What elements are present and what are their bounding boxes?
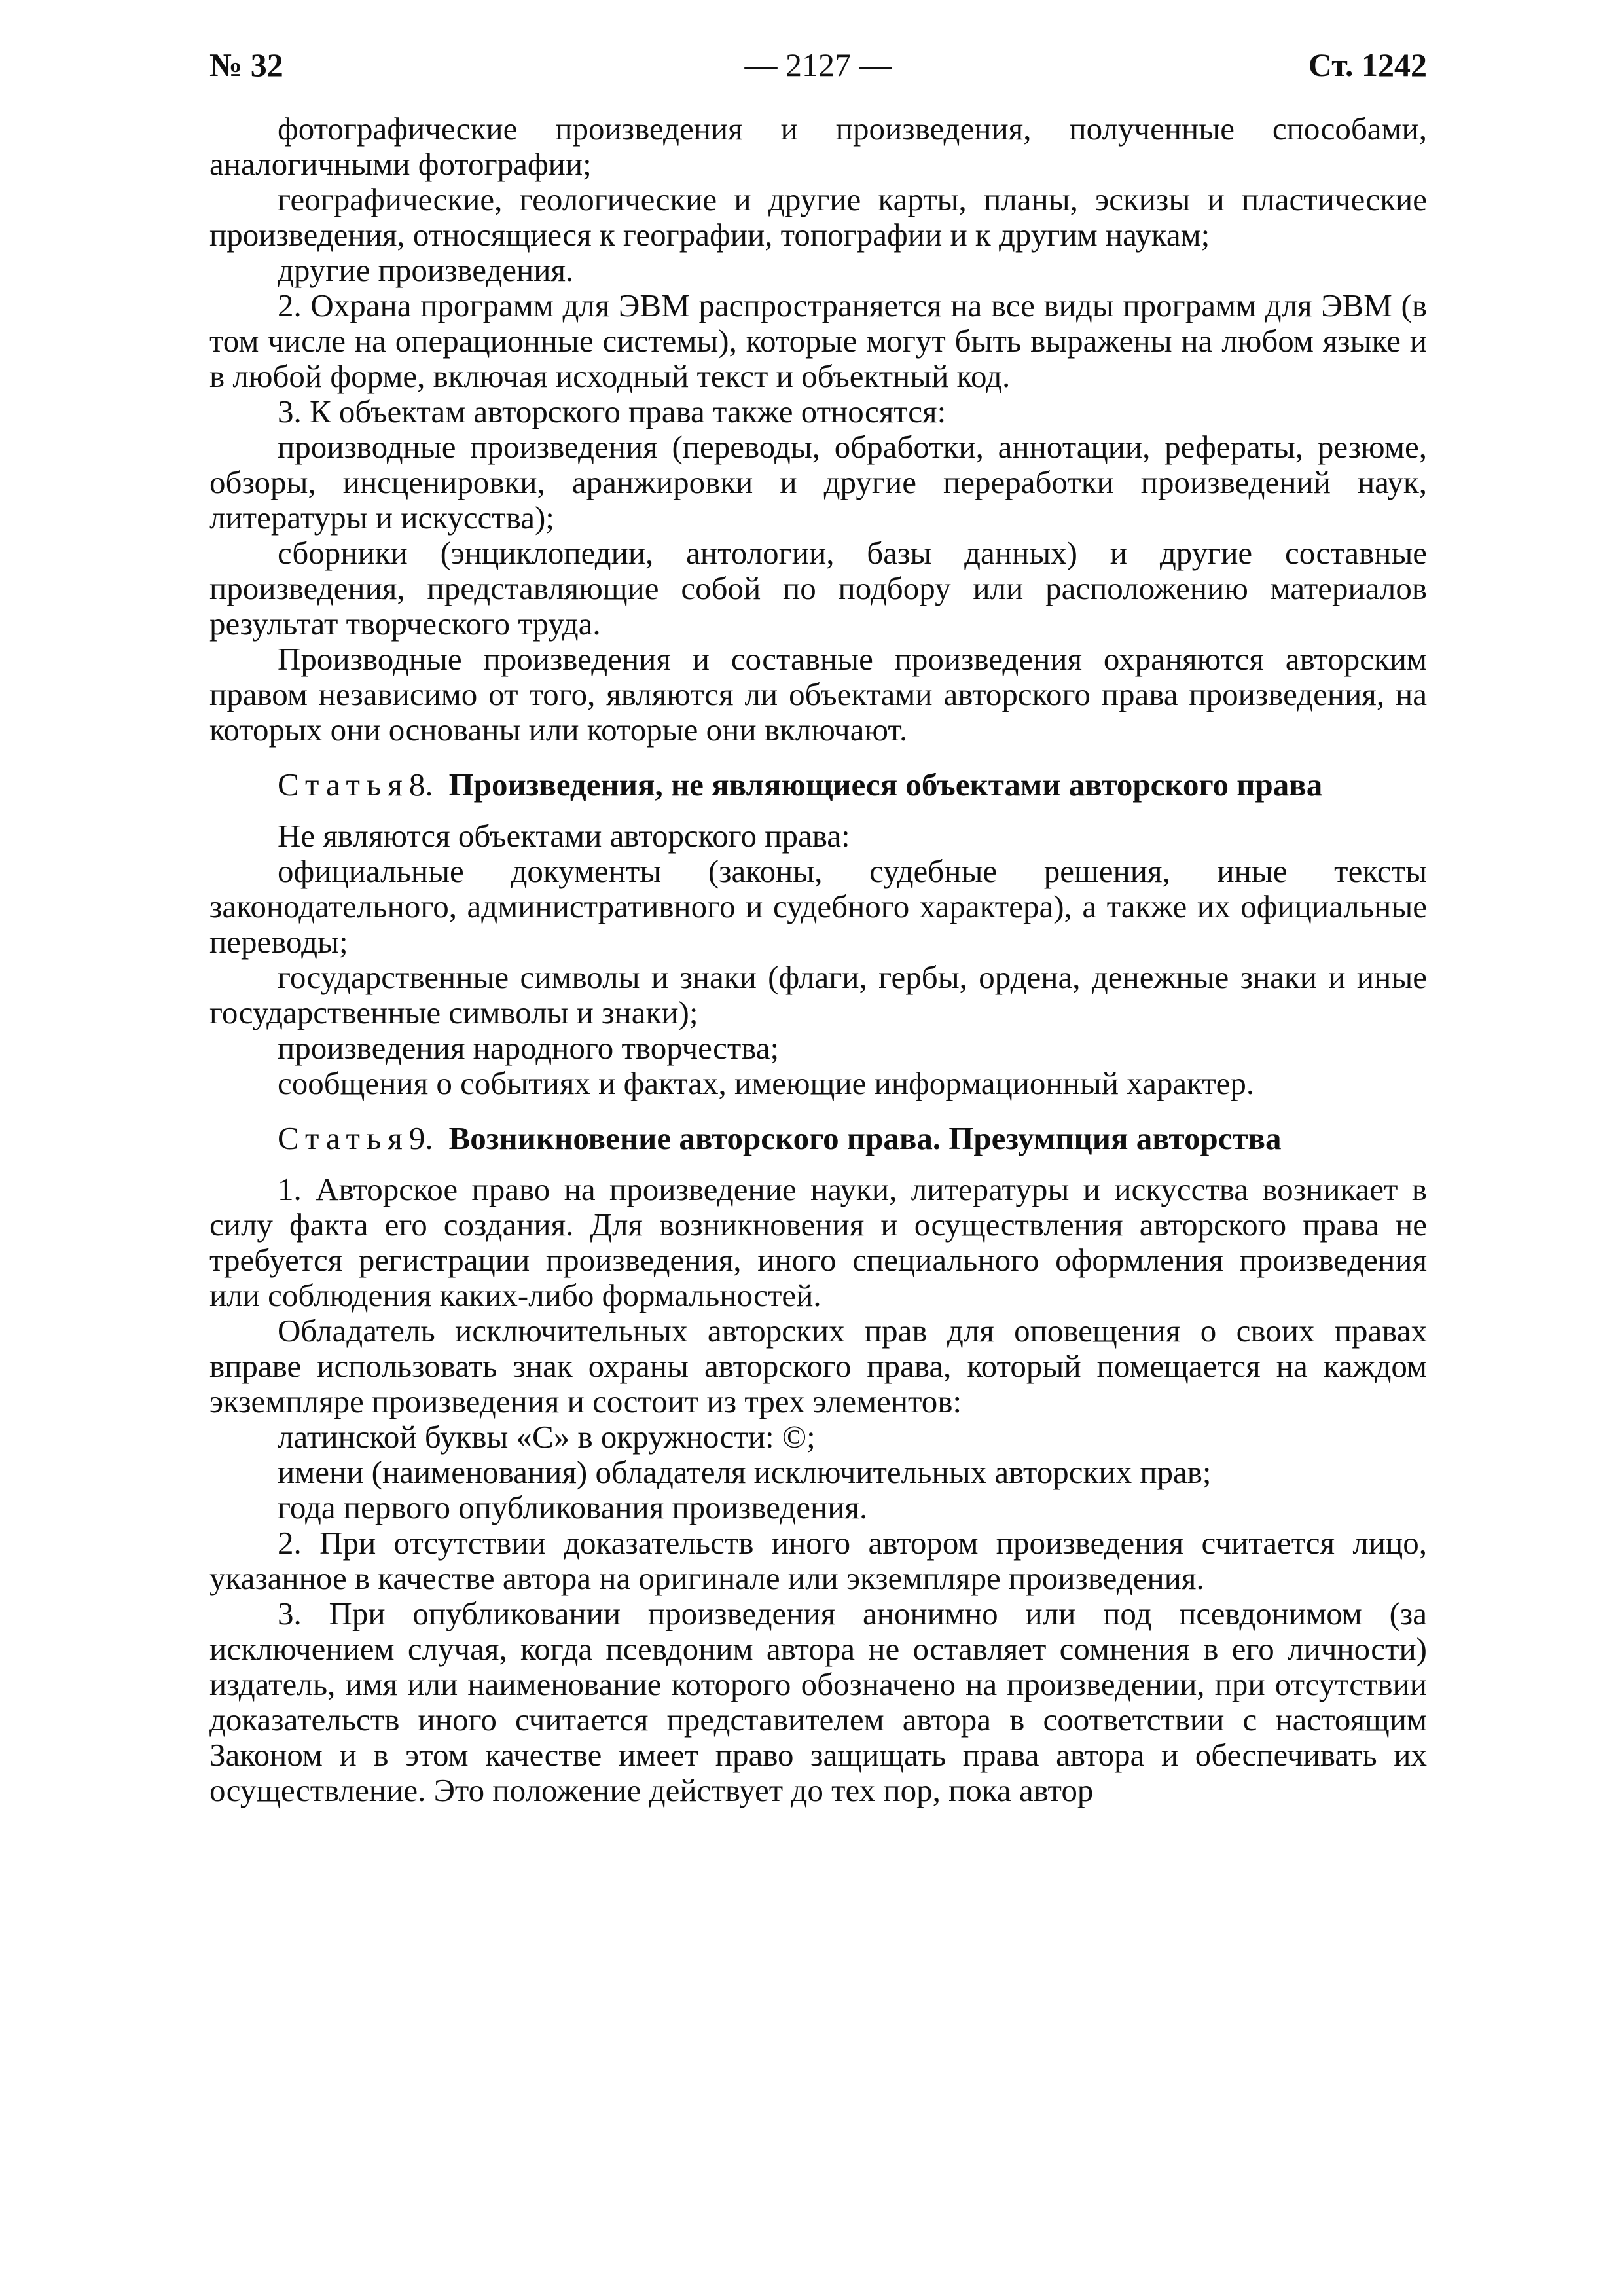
paragraph: 2. Охрана программ для ЭВМ распространяется на все виды программ для ЭВМ (в том числе на операционные системы), которые могут быть выражены на любом языке и в любой форме, включая исходный текст и объектный код.: [209, 287, 1427, 394]
paragraph: года первого опубликования произведения.: [278, 1489, 868, 1525]
issue-number: № 32: [209, 46, 283, 83]
article-title: Произведения, не являющиеся объектами авторского права: [448, 767, 1323, 803]
paragraph: произведения народного творчества;: [278, 1030, 780, 1066]
article-9-heading: [209, 1121, 1427, 1156]
paragraph: 3. При опубликовании произведения анонимно или под псевдонимом (за исключением случая, когда псевдоним автора не оставляет сомнения в его личности) издатель, имя или наименование которого обозначено на произведении, при отсутствии доказательств иного считается представителем автора в соответствии с настоящим Законом и в этом качестве имеет право защищать права автора и обеспечивать их осуществление. Это положение действует до тех пор, пока автор: [209, 1595, 1427, 1808]
document-page: [209, 46, 1427, 2252]
page-number: — 2127 —: [744, 46, 892, 83]
article-label: Статья: [278, 767, 409, 803]
paragraph: Производные произведения и составные произведения охраняются авторским правом независимо от того, являются ли объектами авторского права произведения, на которых они основаны или которые они включают.: [209, 641, 1427, 748]
article-number: 8.: [408, 767, 433, 803]
page-header: [209, 46, 1427, 98]
paragraph: сообщения о событиях и фактах, имеющие информационный характер.: [278, 1065, 1255, 1101]
paragraph: государственные символы и знаки (флаги, гербы, ордена, денежные знаки и иные государственные символы и знаки);: [209, 959, 1427, 1030]
article-title: Возникновение авторского права. Презумпция авторства: [448, 1120, 1282, 1156]
paragraph: латинской буквы «С» в окружности: ©;: [278, 1419, 816, 1455]
paragraph: имени (наименования) обладателя исключительных авторских прав;: [278, 1454, 1212, 1490]
paragraph: 1. Авторское право на произведение науки, литературы и искусства возникает в силу факта его создания. Для возникновения и осуществления авторского права не требуется регистрации произведения, иного специального оформления произведения или соблюдения каких-либо формальностей.: [209, 1171, 1427, 1313]
paragraph: официальные документы (законы, судебные решения, иные тексты законодательного, административного и судебного характера), а также их официальные переводы;: [209, 853, 1427, 960]
article-label: Статья: [278, 1120, 409, 1156]
article-8-heading: [209, 767, 1427, 803]
paragraph: фотографические произведения и произведения, полученные способами, аналогичными фотографии;: [209, 111, 1427, 182]
paragraph: сборники (энциклопедии, антологии, базы данных) и другие составные произведения, представляющие собой по подбору или расположению материалов результат творческого труда.: [209, 535, 1427, 642]
paragraph: 3. К объектам авторского права также относятся:: [278, 393, 947, 429]
paragraph: географические, геологические и другие карты, планы, эскизы и пластические произведения, относящиеся к географии, топографии и к другим наукам;: [209, 181, 1427, 253]
paragraph: 2. При отсутствии доказательств иного автором произведения считается лицо, указанное в качестве автора на оригинале или экземпляре произведения.: [209, 1525, 1427, 1596]
paragraph: производные произведения (переводы, обработки, аннотации, рефераты, резюме, обзоры, инсценировки, аранжировки и другие переработки произведений наук, литературы и искусства);: [209, 429, 1427, 536]
document-body: [209, 111, 1427, 1808]
paragraph: Не являются объектами авторского права:: [278, 818, 850, 854]
paragraph: Обладатель исключительных авторских прав для оповещения о своих правах вправе использовать знак охраны авторского права, который помещается на каждом экземпляре произведения и состоит из трех элементов:: [209, 1313, 1427, 1419]
article-reference: Ст. 1242: [1308, 46, 1427, 83]
article-number: 9.: [408, 1120, 433, 1156]
paragraph: другие произведения.: [278, 252, 574, 288]
